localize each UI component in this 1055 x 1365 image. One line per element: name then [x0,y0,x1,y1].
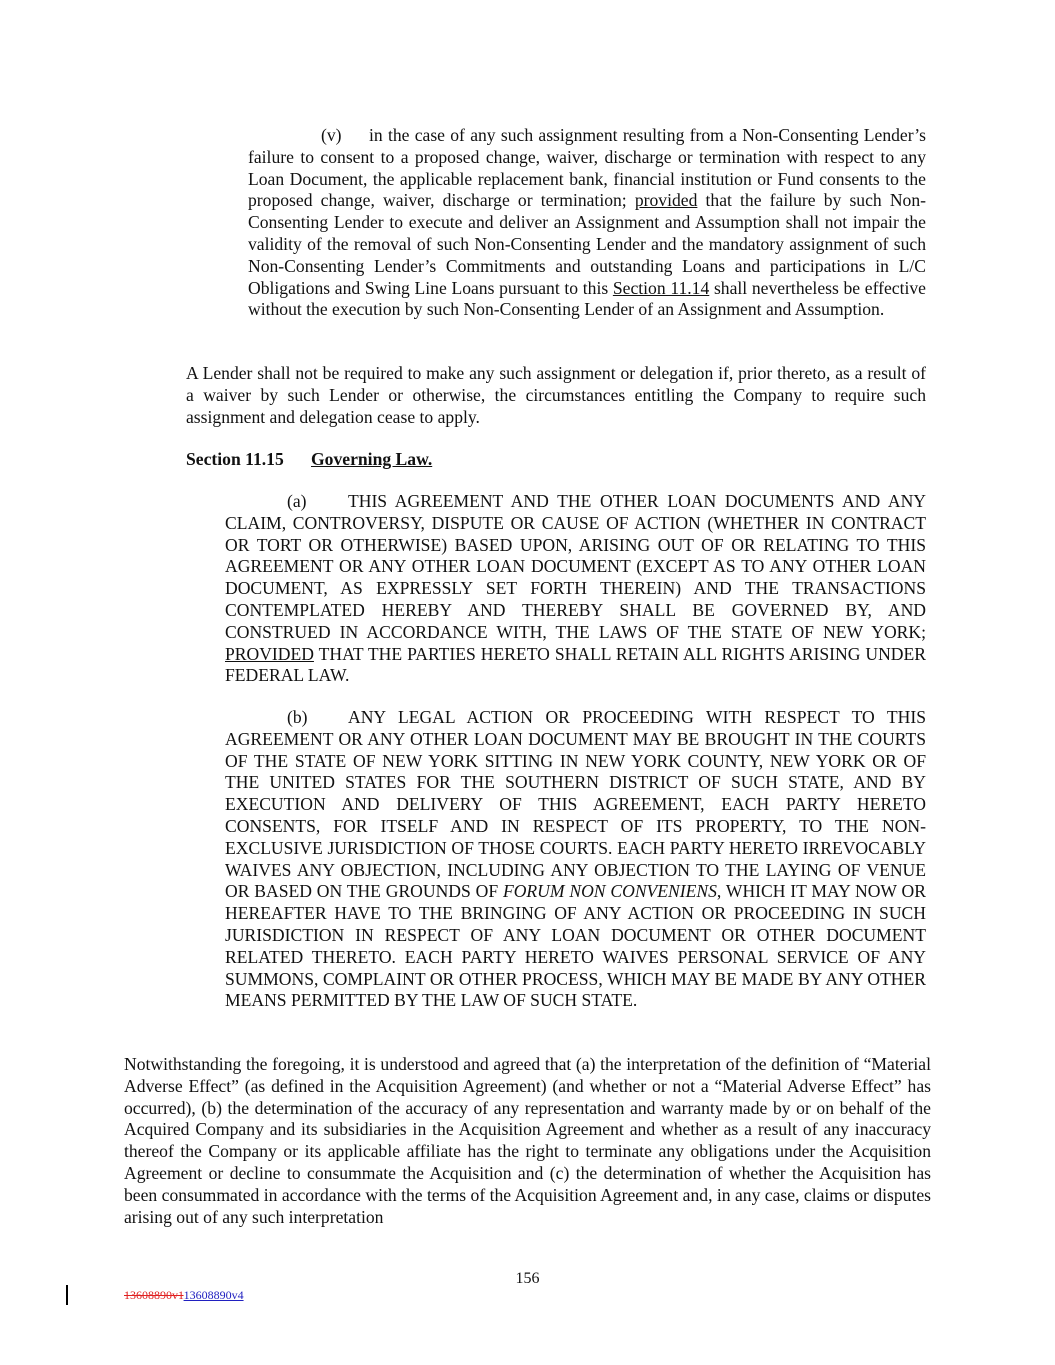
section-reference: Section 11.14 [612,277,710,298]
paragraph-text: , WHICH IT MAY NOW OR HEREAFTER HAVE TO THE BRINGING OF ANY ACTION OR PROCEEDING IN SUCH JURISDICTION IN RESPECT OF ANY LOAN DOCUMENT OR OTHER DOCUMENT RELATED THERETO. EACH PARTY HERETO WAIVES PERSONAL SERVICE OF ANY SUMMONS, COMPLAINT OR OTHER PROCESS, WHICH MAY BE MADE BY ANY OTHER MEANS PERMITTED BY THE LAW OF SUCH STATE. [225,881,926,1011]
paragraph-text: shall nevertheless be effective without the execution by such Non-Consenting Lender of an Assignment and Assumption. [248,277,926,320]
provided-term: PROVIDED [225,643,314,664]
paragraph-lender: A Lender shall not be required to make any such assignment or delegation if, prior thereto, as a result of a waiver by such Lender or otherwise, the circumstances entitling the Company to require such assignment and delegation cease to apply. [186,363,926,427]
paragraph-label: (a) [287,491,307,511]
paragraph-text: THIS AGREEMENT AND THE OTHER LOAN DOCUMENTS AND ANY CLAIM, CONTROVERSY, DISPUTE OR CAUSE OF ACTION (WHETHER IN CONTRACT OR TORT OR OTHERWISE) BASED UPON, ARISING OUT OF OR RELATING TO THIS AGREEMENT OR ANY OTHER LOAN DOCUMENT (EXCEPT AS TO ANY OTHER LOAN DOCUMENT, AS EXPRESSLY SET FORTH THEREIN) AND THE TRANSACTIONS CONTEMPLATED HEREBY AND THEREBY SHALL BE GOVERNED BY, AND CONSTRUED IN ACCORDANCE WITH, THE LAWS OF THE STATE OF NEW YORK; [225,491,926,642]
paragraph-a [225,491,926,687]
section-title: Governing Law. [311,449,433,469]
page-number: 156 [515,1270,540,1287]
document-id [124,1288,244,1302]
section-number: Section 11.15 [186,449,284,469]
change-bar [66,1285,68,1305]
paragraph-label: (b) [287,707,308,727]
paragraph-text: ANY LEGAL ACTION OR PROCEEDING WITH RESPECT TO THIS AGREEMENT OR ANY OTHER LOAN DOCUMENT MAY BE BROUGHT IN THE COURTS OF THE STATE OF NEW YORK SITTING IN NEW YORK COUNTY, NEW YORK OR OF THE UNITED STATES FOR THE SOUTHERN DISTRICT OF SUCH STATE, AND BY EXECUTION AND DELIVERY OF THIS AGREEMENT, EACH PARTY HERETO CONSENTS, FOR ITSELF AND IN RESPECT OF ITS PROPERTY, TO THE NON-EXCLUSIVE JURISDICTION OF THOSE COURTS. EACH PARTY HERETO IRREVOCABLY WAIVES ANY OBJECTION, INCLUDING ANY OBJECTION TO THE LAYING OF VENUE OR BASED ON THE GROUNDS OF [225,707,926,902]
paragraph-label: (v) [321,125,342,145]
paragraph-text: that the failure by such Non-Consenting Lender to execute and deliver an Assignment and Assumption shall not impair the validity of the removal of such Non-Consenting Lender and the mandatory assignment of such Non-Consenting Lender’s Commitments and outstanding Loans and participations in L/C Obligations and Swing Line Loans pursuant to this [248,190,926,298]
paragraph-b [225,707,926,1012]
paragraph-text: in the case of any such assignment resulting from a Non-Consenting Lender’s failure to consent to a proposed change, waiver, discharge or termination with respect to any Loan Document, the applicable replacement bank, financial institution or Fund consents to the proposed change, waiver, discharge or termination; [248,125,926,211]
document-id-deleted: 13608890v1 [124,1288,184,1302]
paragraph-v [248,125,926,321]
italic-term: FORUM NON CONVENIENS [502,881,717,902]
provided-term: provided [634,190,698,211]
paragraph-text: THAT THE PARTIES HERETO SHALL RETAIN ALL RIGHTS ARISING UNDER FEDERAL LAW. [225,643,926,686]
section-heading [186,449,926,471]
paragraph-notwithstanding: Notwithstanding the foregoing, it is understood and agreed that (a) the interpretation of the definition of “Material Adverse Effect” (as defined in the Acquisition Agreement) (and whether or not a “Material Adverse Effect” has occurred), (b) the determination of the accuracy of any representation and warranty made by or on behalf of the Acquired Company and its subsidiaries in the Acquisition Agreement and whether as a result of any inaccuracy thereof the Company or its applicable affiliate has the right to terminate any obligations under the Acquisition Agreement or decline to consummate the Acquisition and (c) the determination of whether the Acquisition has been consummated in accordance with the terms of the Acquisition Agreement and, in any case, claims or disputes arising out of any such interpretation [124,1054,931,1227]
document-id-inserted: 13608890v4 [183,1288,244,1302]
